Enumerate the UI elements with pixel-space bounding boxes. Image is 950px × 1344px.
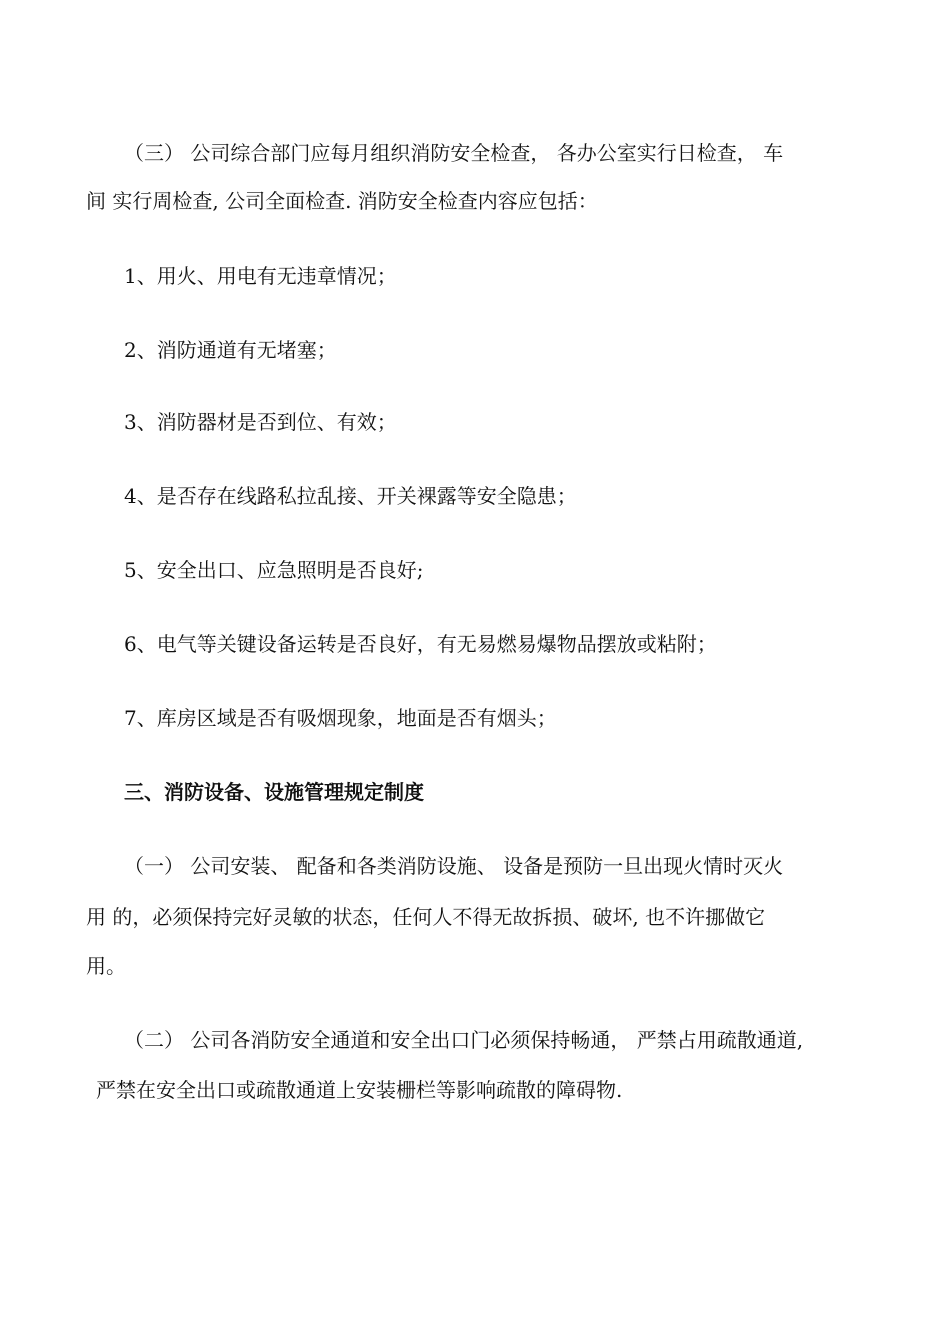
paragraph-equipment-line-1: （一） 公司安装、 配备和各类消防设施、 设备是预防一旦出现火情时灭火: [124, 854, 784, 878]
paragraph-equipment-line-3: 用。: [86, 954, 126, 978]
list-item: 1、用火、用电有无违章情况；: [124, 264, 397, 288]
paragraph-inspection-line-2: 间 实行周检查, 公司全面检查. 消防安全检查内容应包括：: [86, 189, 598, 213]
list-item: 2、消防通道有无堵塞；: [124, 338, 337, 362]
paragraph-equipment-line-2: 用 的，必须保持完好灵敏的状态，任何人不得无故拆损、破坏, 也不许挪做它: [86, 905, 766, 929]
list-item: 4、是否存在线路私拉乱接、开关裸露等安全隐患；: [124, 484, 577, 508]
paragraph-inspection-line-1: （三） 公司综合部门应每月组织消防安全检查， 各办公室实行日检查， 车: [124, 141, 784, 165]
list-item: 5、安全出口、应急照明是否良好;: [124, 558, 424, 582]
paragraph-exits-line-1: （二） 公司各消防安全通道和安全出口门必须保持畅通， 严禁占用疏散通道,: [124, 1028, 804, 1052]
list-item: 3、消防器材是否到位、有效；: [124, 410, 397, 434]
section-heading: 三、消防设备、设施管理规定制度: [124, 780, 424, 804]
paragraph-exits-line-2: 严禁在安全出口或疏散通道上安装栅栏等影响疏散的障碍物.: [96, 1078, 623, 1102]
list-item: 7、库房区域是否有吸烟现象，地面是否有烟头；: [124, 706, 557, 730]
list-item: 6、电气等关键设备运转是否良好，有无易燃易爆物品摆放或粘附；: [124, 632, 717, 656]
